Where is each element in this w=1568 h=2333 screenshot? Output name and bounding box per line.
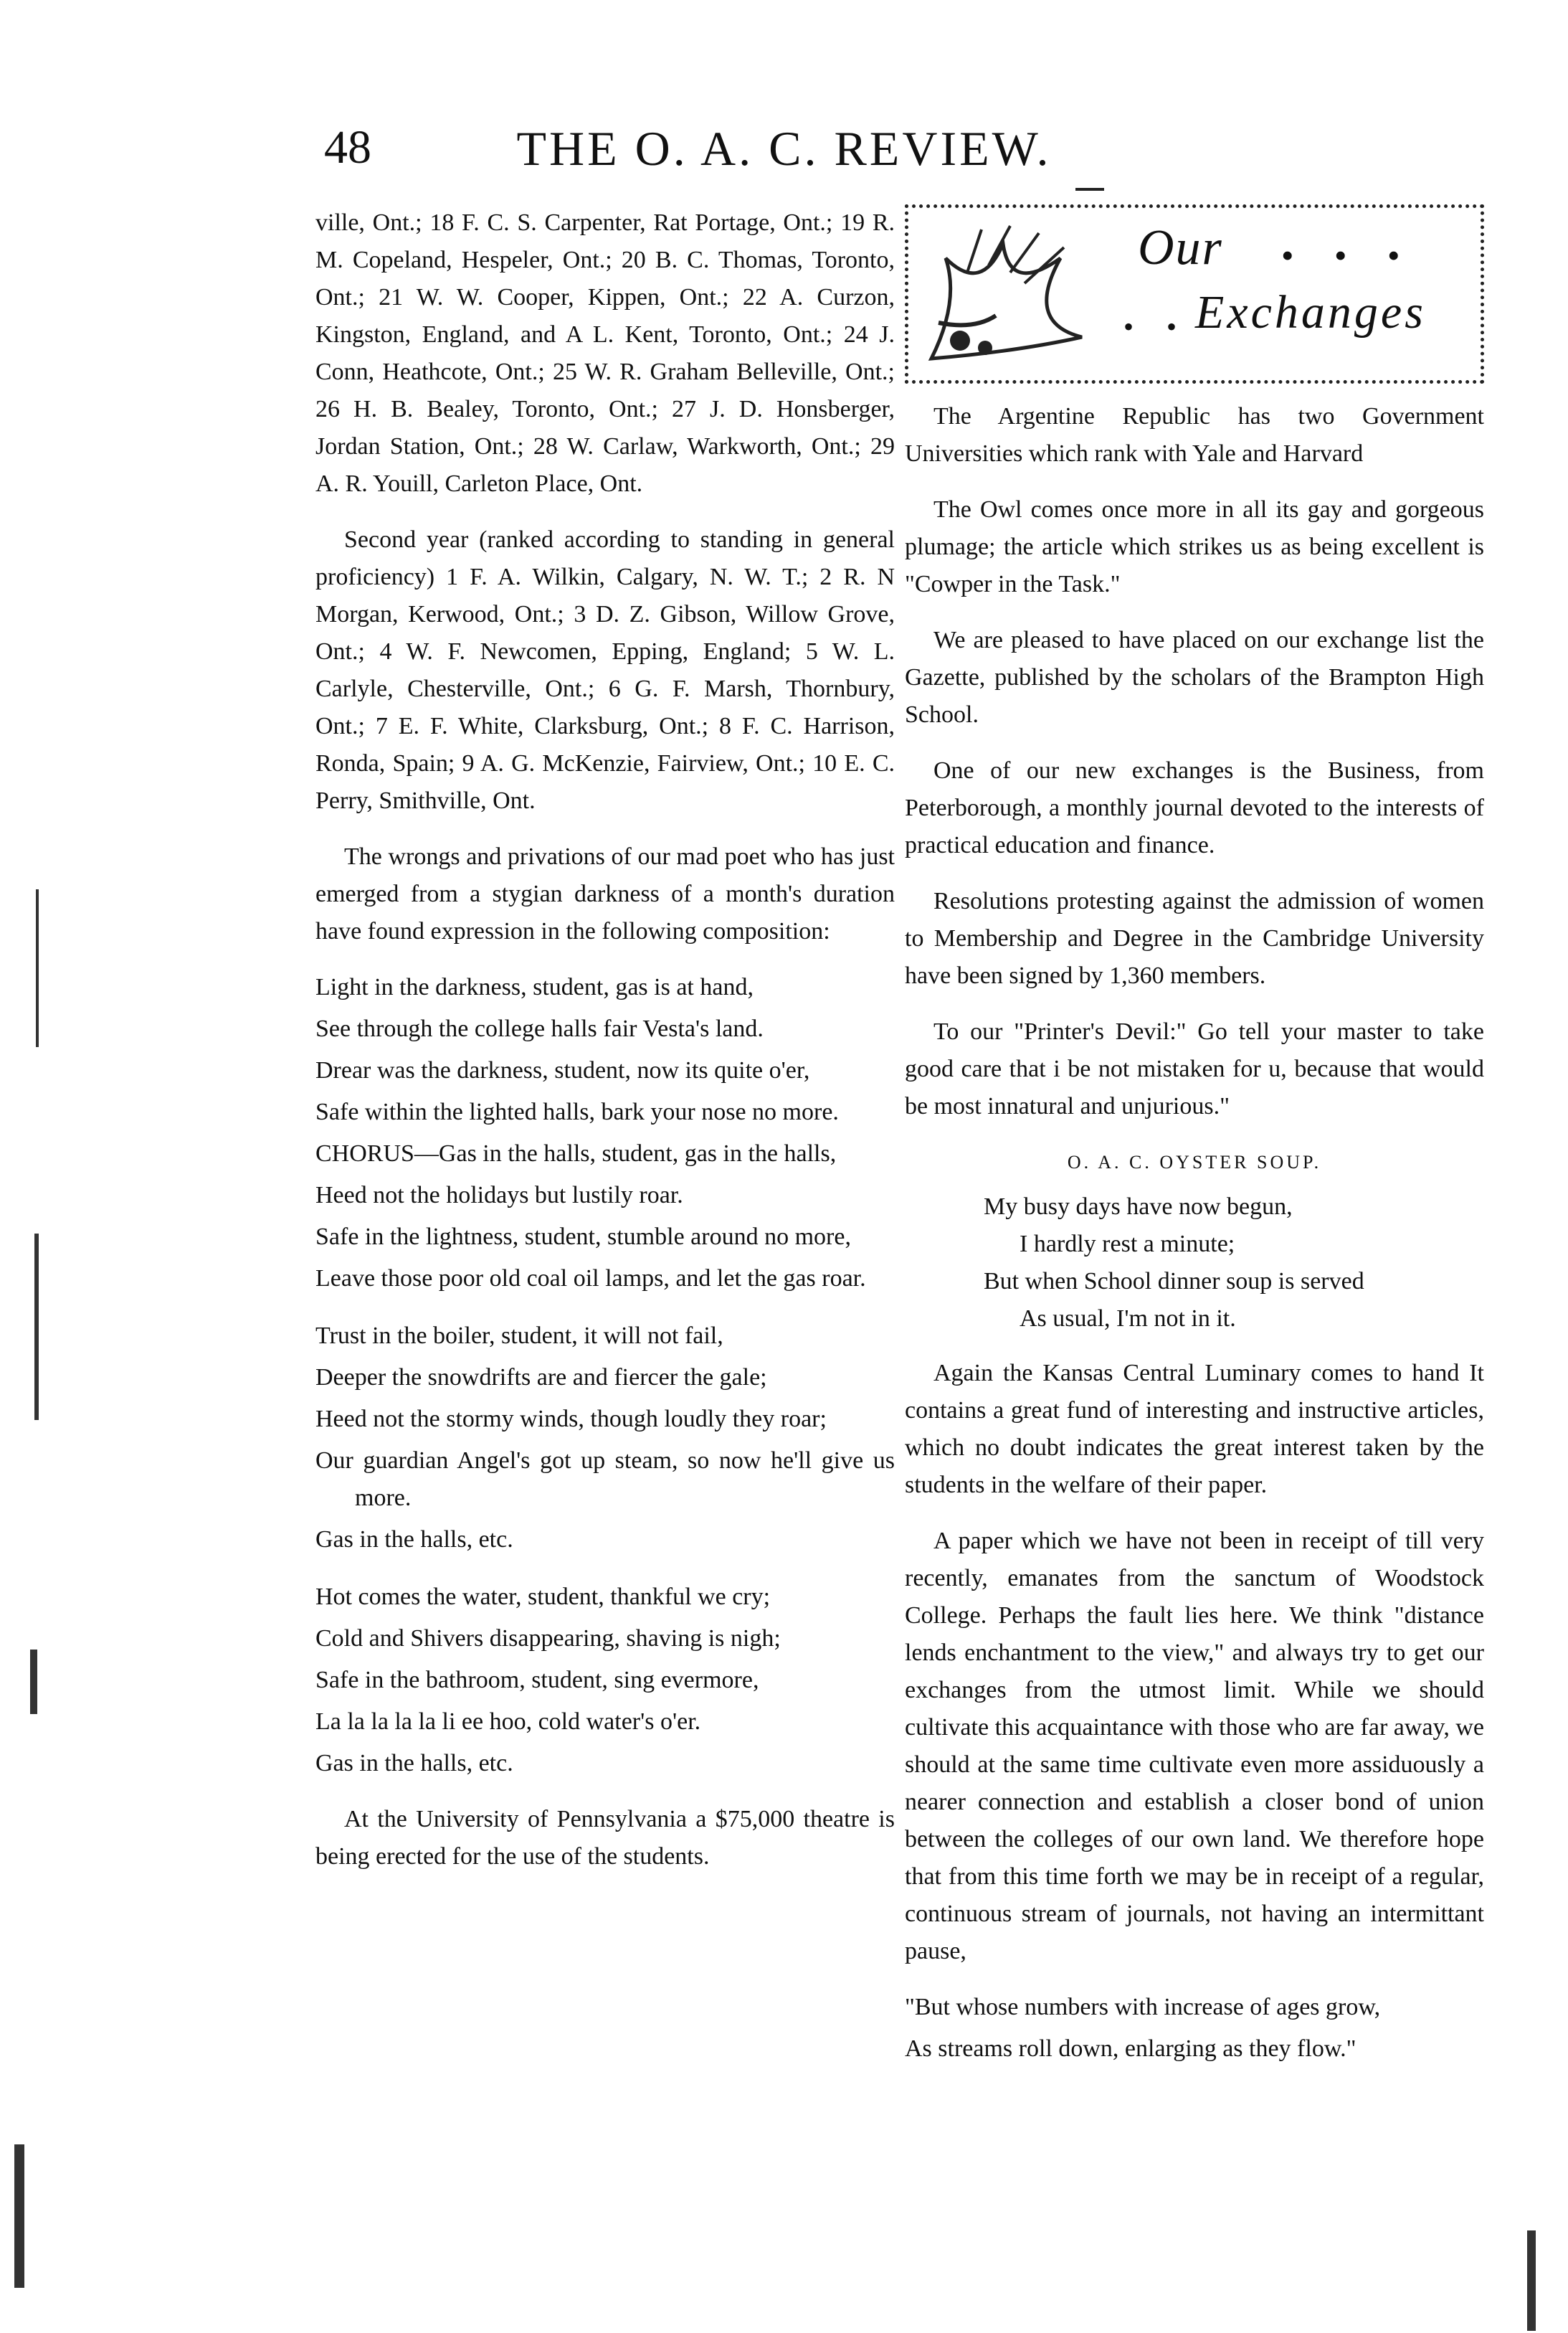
poem-line: Drear was the darkness, student, now its quite o'er, [315, 1057, 810, 1084]
poem-line: See through the college halls fair Vesta's land. [315, 1016, 764, 1042]
poem-line: Deeper the snowdrifts are and fiercer the gale; [315, 1364, 767, 1391]
poem-line: Hot comes the water, student, thankful we cry; [315, 1584, 771, 1610]
stanza-break [315, 1302, 895, 1317]
poem-line: Safe in the lightness, student, stumble around no more, [315, 1224, 851, 1250]
decorative-vignette-icon [917, 215, 1096, 372]
oyster-soup-verse [905, 1144, 1484, 1338]
exchange-note-owl: The Owl comes once more in all its gay and gorgeous plumage; the article which strikes us as being excellent is "Cowper in the Task." [905, 496, 1484, 597]
exchange-note-argentine: The Argentine Republic has two Government Universities which rank with Yale and Harvard [905, 403, 1484, 467]
poem-line: Light in the darkness, student, gas is at hand, [315, 974, 754, 1000]
poem-line: Trust in the boiler, student, it will not fail, [315, 1322, 723, 1349]
poem-line: La la la la la li ee hoo, cold water's o'er. [315, 1708, 701, 1735]
poem-line: Gas in the halls, etc. [315, 1526, 513, 1553]
poem-line: Gas in the halls, etc. [315, 1750, 513, 1776]
scan-edge-mark [14, 2144, 24, 2288]
header-dots: • • [1123, 311, 1190, 343]
pennsylvania-theatre-note: At the University of Pennsylvania a $75,000 theatre is being erected for the use of the students. [315, 1806, 895, 1870]
header-word-our: Our [1138, 220, 1223, 275]
page-number: 48 [324, 121, 371, 174]
poem-line: Heed not the stormy winds, though loudly they roar; [315, 1406, 827, 1432]
poem-line: Safe within the lighted halls, bark your nose no more. [315, 1099, 839, 1125]
right-column [905, 204, 1484, 2086]
exchange-note-gazette: We are pleased to have placed on our exchange list the Gazette, published by the scholars of the Brampton High School. [905, 627, 1484, 728]
quote-line: "But whose numbers with increase of ages grow, [905, 1994, 1381, 2020]
scan-edge-mark [30, 1650, 37, 1714]
poet-intro: The wrongs and privations of our mad poet who has just emerged from a stygian darkness of a month's duration have found expression in the following composition: [315, 843, 895, 945]
quote-line: As streams roll down, enlarging as they flow." [905, 2035, 1356, 2062]
header-dots: • • • [1281, 235, 1416, 275]
verse-title: O. A. C. OYSTER SOUP. [1067, 1152, 1322, 1173]
header-word-exchanges: Exchanges [1195, 286, 1426, 339]
graduates-list-continued: ville, Ont.; 18 F. C. S. Carpenter, Rat Portage, Ont.; 19 R. M. Copeland, Hespeler, Ont.; 20 B. C. Thomas, Toronto, Ont.; 21 W. W. Cooper, Kippen, Ont.; 22 A. Curzon, Kingston, England, and A L. Kent, Toronto, Ont.; 24 J. Conn, Heathcote, Ont.; 25 W. R. Graham Belleville, Ont.; 26 H. B. Bealey, Toronto, Ont.; 27 J. D. Honsberger, Jordan Station, Ont.; 28 W. Carlaw, Warkworth, Ont.; 29 A. R. Youill, Carleton Place, Ont. [315, 209, 895, 497]
scan-edge-mark [34, 1234, 39, 1420]
poem-line: Safe in the bathroom, student, sing evermore, [315, 1667, 759, 1693]
exchange-note-printers-devil: To our "Printer's Devil:" Go tell your master to take good care that i be not mistaken for u, because that would be most innatural and unjurious." [905, 1018, 1484, 1120]
poem-line: Cold and Shivers disappearing, shaving is nigh; [315, 1625, 781, 1652]
scan-edge-mark [36, 889, 39, 1047]
exchange-note-cambridge: Resolutions protesting against the admission of women to Membership and Degree in the Cambridge University have been signed by 1,360 members. [905, 888, 1484, 989]
page-title: THE O. A. C. REVIEW. [516, 121, 1052, 176]
second-year-ranking: Second year (ranked according to standing in general proficiency) 1 F. A. Wilkin, Calgary, N. W. T.; 2 R. N Morgan, Kerwood, Ont.; 3 D. Z. Gibson, Willow Grove, Ont.; 4 W. F. Newcomen, Epping, England; 5 W. L. Carlyle, Chesterville, Ont.; 6 G. F. Marsh, Thornbury, Ont.; 7 E. F. White, Clarksburg, Ont.; 8 F. C. Harrison, Ronda, Spain; 9 A. G. McKenzie, Fairview, Ont.; 10 E. C. Perry, Smithville, Ont. [315, 526, 895, 814]
poem-line: Our guardian Angel's got up steam, so now he'll give us more. [315, 1447, 895, 1511]
verse-line: My busy days have now begun, [984, 1193, 1293, 1220]
our-exchanges-header [905, 204, 1484, 384]
poem-line: CHORUS—Gas in the halls, student, gas in the halls, [315, 1140, 837, 1167]
poem-line: Heed not the holidays but lustily roar. [315, 1182, 683, 1208]
stanza-break [315, 1563, 895, 1579]
closing-quote [905, 1989, 1484, 2068]
verse-line: As usual, I'm not in it. [1020, 1305, 1236, 1332]
verse-line: I hardly rest a minute; [1020, 1231, 1235, 1257]
exchange-note-business: One of our new exchanges is the Business, from Peterborough, a monthly journal devoted to the interests of practical education and finance. [905, 757, 1484, 858]
exchange-note-kansas: Again the Kansas Central Luminary comes to hand It contains a great fund of interesting and instructive articles, which no doubt indicates the great interest taken by the students in the welfare of their paper. [905, 1360, 1484, 1498]
poem-line: Leave those poor old coal oil lamps, and let the gas roar. [315, 1265, 866, 1292]
left-column [315, 204, 895, 1894]
header-rule [1075, 188, 1104, 191]
gas-poem [315, 969, 895, 1782]
exchange-note-woodstock: A paper which we have not been in receipt of till very recently, emanates from the sanctum of Woodstock College. Perhaps the fault lies here. We think "distance lends enchantment to the view," and always try to get our exchanges from the utmost limit. While we should cultivate this acquaintance with those who are far away, we should at the same time cultivate even more assiduously a nearer connection and establish a closer bond of union between the colleges of our own land. We therefore hope that from this time forth we may be in receipt of a regular, continuous stream of journals, not having an intermittant pause, [905, 1528, 1484, 1964]
verse-line: But when School dinner soup is served [984, 1268, 1364, 1295]
scan-edge-mark [1527, 2230, 1536, 2331]
